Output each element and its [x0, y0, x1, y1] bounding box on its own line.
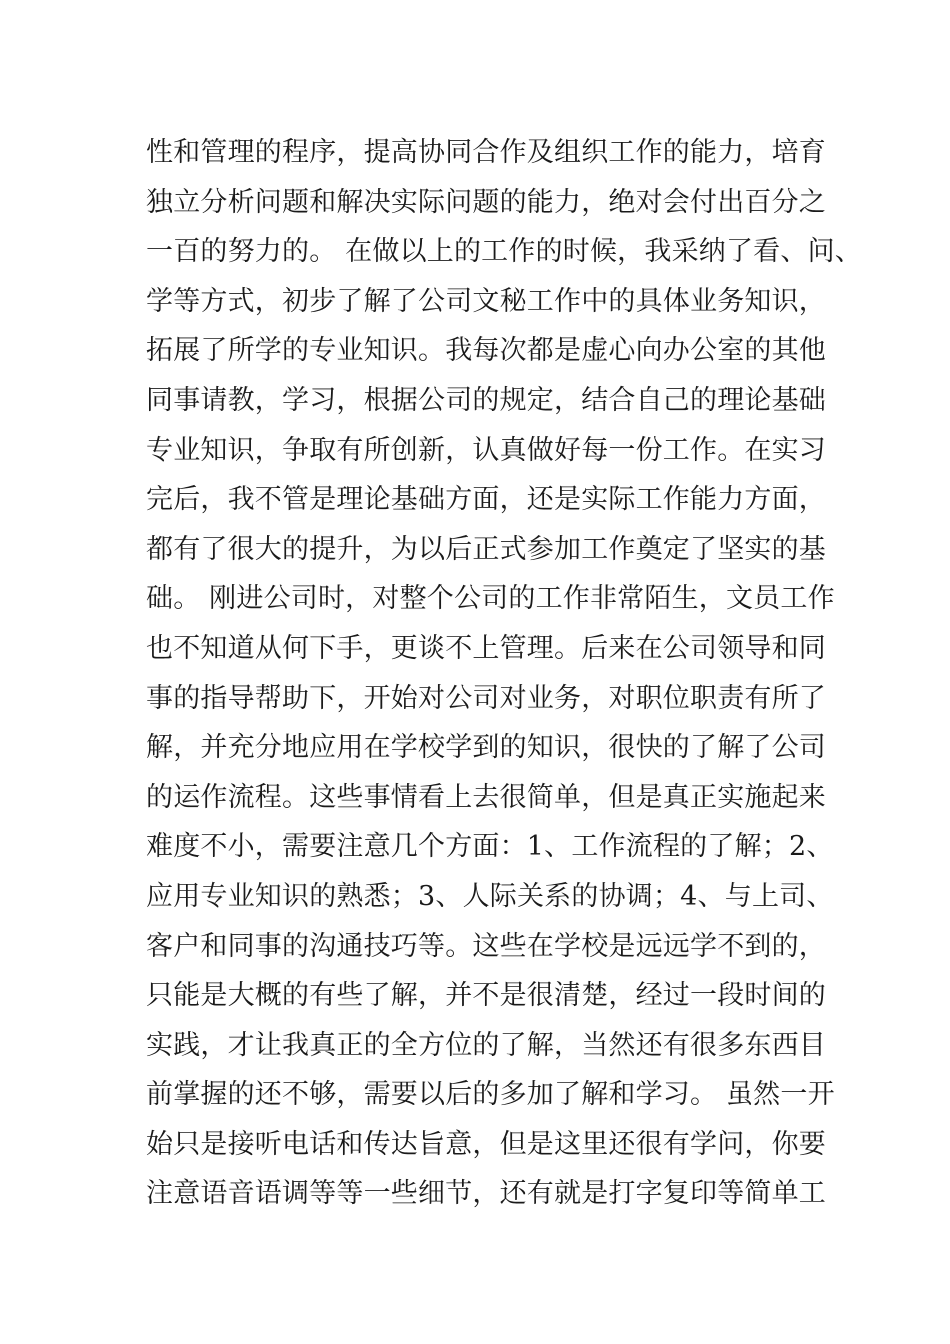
- text-line: 实践，才让我真正的全方位的了解，当然还有很多东西目: [146, 1029, 826, 1061]
- text-line: 难度不小，需要注意几个方面：1、工作流程的了解；2、: [146, 831, 834, 863]
- text-line: 完后，我不管是理论基础方面，还是实际工作能力方面，: [146, 484, 826, 516]
- text-line: 础。 刚进公司时，对整个公司的工作非常陌生，文员工作: [146, 583, 835, 615]
- text-line: 一百的努力的。 在做以上的工作的时候，我采纳了看、问、: [146, 236, 862, 268]
- text-line: 独立分析问题和解决实际问题的能力，绝对会付出百分之: [146, 186, 826, 218]
- text-line: 只能是大概的有些了解，并不是很清楚，经过一段时间的: [146, 980, 826, 1012]
- text-line: 专业知识，争取有所创新，认真做好每一份工作。在实习: [146, 434, 826, 466]
- text-line: 客户和同事的沟通技巧等。这些在学校是远远学不到的，: [146, 930, 826, 962]
- text-line: 性和管理的程序，提高协同合作及组织工作的能力，培育: [146, 137, 826, 168]
- text-line: 也不知道从何下手，更谈不上管理。后来在公司领导和同: [146, 632, 826, 664]
- text-line: 始只是接听电话和传达旨意，但是这里还很有学问，你要: [146, 1128, 826, 1160]
- text-line: 都有了很大的提升，为以后正式参加工作奠定了坚实的基: [146, 533, 826, 565]
- text-line: 拓展了所学的专业知识。我每次都是虚心向办公室的其他: [146, 335, 826, 367]
- body-paragraph: [146, 128, 862, 1219]
- text-line: 的运作流程。这些事情看上去很简单，但是真正实施起来: [146, 781, 826, 813]
- text-line: 应用专业知识的熟悉；3、人际关系的协调；4、与上司、: [146, 880, 834, 912]
- text-line: 注意语音语调等等一些细节，还有就是打字复印等简单工: [146, 1178, 826, 1210]
- text-line: 前掌握的还不够，需要以后的多加了解和学习。 虽然一开: [146, 1079, 835, 1111]
- text-line: 解，并充分地应用在学校学到的知识，很快的了解了公司: [146, 732, 826, 764]
- text-line: 同事请教，学习，根据公司的规定，结合自己的理论基础: [146, 384, 826, 416]
- text-line: 事的指导帮助下，开始对公司对业务，对职位职责有所了: [146, 682, 826, 714]
- text-line: 学等方式，初步了解了公司文秘工作中的具体业务知识，: [146, 285, 826, 317]
